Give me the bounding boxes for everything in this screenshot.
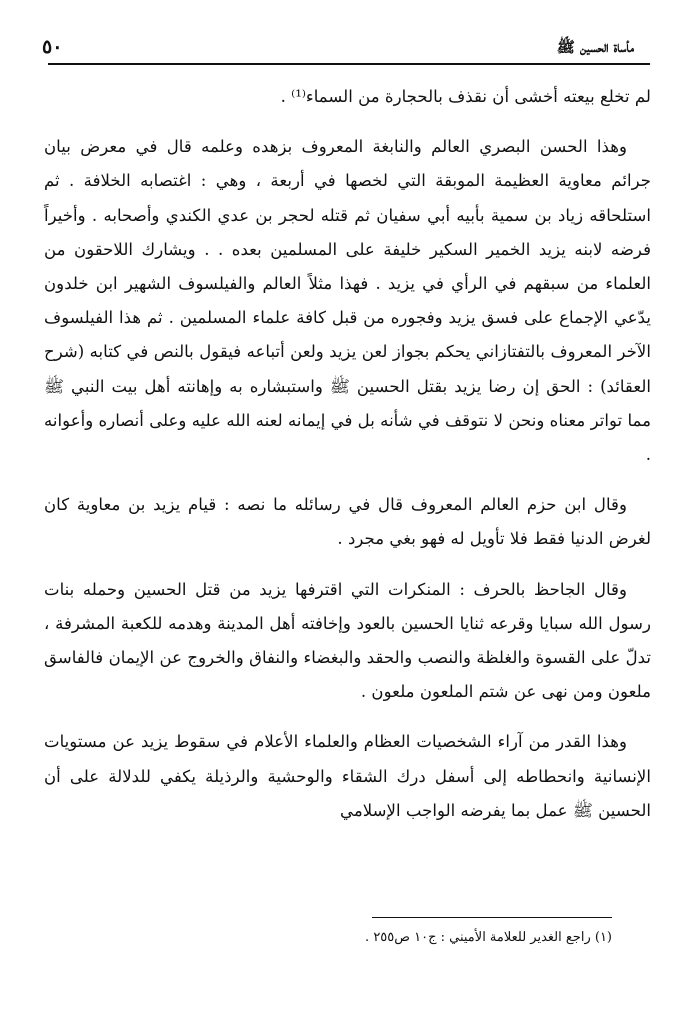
footnote: (١) راجع الغدير للعلامة الأميني : ج١٠ ص٢٥٥ . [365,930,612,945]
footnote-divider [372,917,612,918]
paragraph-1: لم تخلع بيعته أخشى أن نقذف بالحجارة من السماء⁽¹⁾ . [280,87,651,106]
paragraph-5: وهذا القدر من آراء الشخصيات العظام والعلماء الأعلام في سقوط يزيد عن مستويات الإنسانية وانحطاطه إلى أسفل درك الشقاء والوحشية والرذيلة يكفي للدلالة على أن الحسين ﷺ عمل بما يفرضه الواجب الإسلامي [44,732,651,820]
paragraph-4: وقال الجاحظ بالحرف : المنكرات التي اقترفها يزيد من قتل الحسين وحمله بنات رسول الله سبايا وقرعه ثنايا الحسين بالعود وإخافته أهل المدينة وهدمه للكعبة المشرفة ، تدلّ على القسوة والغلظة والنصب والحقد والبغضاء والنفاق والخروج عن الإيمان فالفاسق ملعون ومن نهى عن شتم الملعون ملعون . [44,579,651,702]
book-title: مأساة الحسين ﷺ [556,38,634,56]
paragraph-3: وقال ابن حزم العالم المعروف قال في رسائله ما نصه : قيام يزيد بن معاوية كان لغرض الدنيا فقط فلا تأويل له فهو بغي مجرد . [44,495,651,549]
page-header [0,30,690,62]
page-body [44,80,651,844]
page-number: ٥٠ [42,36,63,58]
paragraph-2: وهذا الحسن البصري العالم والنابغة المعروف بزهده وعلمه قال في معرض بيان جرائم معاوية العظيمة الموبقة التي لخصها في أربعة ، وهي : اغتصابه الخلافة . ثم استلحاقه زياد بن سمية بأبيه أبي سفيان ثم قتله لحجر بن عدي الكندي وأصحابه . وأخيراً فرضه لابنه يزيد الخمير السكير خليفة على المسلمين بعده . . ويشارك اللاحقون من العلماء من سبقهم في الرأي في يزيد . فهذا مثلاً العالم والفيلسوف الشهير ابن خلدون يدّعي الإجماع على فسق يزيد وفجوره من قبل كافة علماء المسلمين . ثم هذا الفيلسوف الآخر المعروف بالتفتازاني يحكم بجواز لعن يزيد ولعن أتباعه فيقول بالنص في كتابه (شرح العقائد) : الحق إن رضا يزيد بقتل الحسين ﷺ واستبشاره به وإهانته أهل بيت النبي ﷺ مما تواتر معناه ونحن لا نتوقف في شأنه بل في إيمانه لعنه الله عليه وعلى أنصاره وأعوانه . [44,137,651,465]
header-divider [48,63,650,65]
